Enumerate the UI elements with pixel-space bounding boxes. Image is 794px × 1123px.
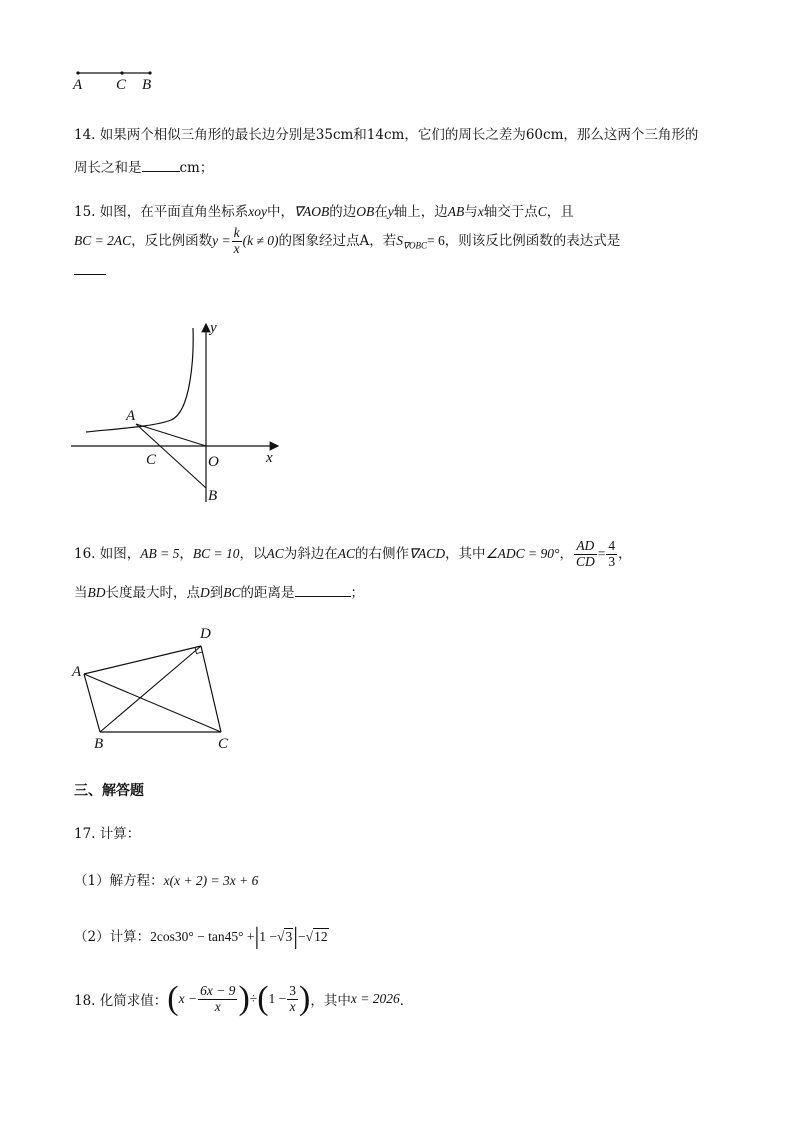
q18-x-value: x = 2026 [350, 991, 400, 1006]
diagonal-ac [84, 674, 221, 732]
q16-fraction-num: AD [574, 539, 597, 555]
q15-fraction-num: k [233, 225, 240, 240]
q15-text: 的图象经过点A，若 [278, 232, 397, 249]
q16-text: ，以 [239, 545, 267, 562]
axis-label-y: y [210, 320, 217, 336]
q18-fraction-1-num: 6x − 9 [200, 982, 236, 998]
question-17-title: 17. 计算： [74, 826, 141, 842]
q16-text: 到 [209, 585, 224, 601]
q15-c: C [537, 204, 547, 219]
label-b: B [142, 77, 152, 93]
point-b [148, 71, 151, 74]
segment-dc [201, 646, 221, 732]
q16-text: 当 [74, 585, 88, 601]
segment-ab [84, 674, 100, 732]
point-label-c: C [218, 736, 229, 752]
q15-text: 轴交于点 [483, 204, 538, 220]
question-14-line1 [74, 123, 698, 143]
q17-part2-minus: − [298, 929, 306, 944]
q16-fraction-den: CD [575, 553, 595, 569]
q16-ratio-fraction [574, 539, 597, 570]
q15-text: ，反比例函数 [131, 232, 213, 249]
segment-ao [136, 424, 206, 446]
q15-fraction [232, 226, 242, 257]
point-label-b: B [94, 736, 104, 752]
q18-x-minus: x − [178, 991, 198, 1006]
question-17-part-2: （2）计算：2cos30° − tan45° +|1 −√3|−√12 [74, 924, 328, 950]
q15-text: 的边 [329, 204, 357, 220]
q16-text: 为斜边在 [283, 545, 338, 562]
q18-fraction-2-den: x [289, 998, 296, 1014]
question-16-line2 [74, 581, 364, 601]
q16-text: ，其中 [445, 545, 486, 562]
q14-suffix: cm； [179, 160, 214, 176]
q18-fraction-1-den: x [214, 998, 221, 1014]
q15-ab: AB [447, 204, 465, 219]
figure-15-coordinate-plane [66, 316, 296, 512]
q16-value-fraction [606, 539, 617, 570]
segment-figure [70, 64, 160, 94]
q15-xoy: xoy [248, 204, 267, 219]
q16-bd: BD [87, 585, 106, 600]
q15-condition: BC = 2AC [74, 232, 132, 248]
q15-triangle: ∇AOB [294, 204, 330, 219]
axis-label-x: x [266, 450, 273, 466]
q15-k-condition: (k ≠ 0) [242, 232, 279, 248]
q15-area-subscript: ∇OBC [403, 240, 428, 251]
q17-part1-label: （1）解方程： [74, 873, 164, 889]
q16-number: 16. 如图， [74, 545, 141, 562]
q16-text: 长度最大时，点 [105, 585, 200, 601]
q16-text: 的右侧作 [355, 545, 410, 562]
answer-blank-16[interactable] [295, 582, 351, 597]
q16-ac: AC [337, 545, 356, 561]
q16-ac: AC [266, 545, 284, 561]
q18-end: ． [399, 993, 414, 1009]
q15-text: ，且 [546, 204, 574, 220]
segment-ad [84, 646, 201, 674]
q17-part2-expr: 2cos30° − tan45° + [150, 929, 255, 944]
point-label-a: A [126, 408, 136, 424]
q16-value-num: 4 [608, 538, 616, 553]
question-17-part-1 [74, 869, 258, 889]
q17-part2-sqrt3: 3 [285, 929, 293, 944]
q16-equals: = [597, 545, 606, 561]
label-a: A [73, 77, 83, 93]
point-label-a: A [72, 664, 82, 680]
q18-label: 18. 化简求值： [74, 993, 168, 1009]
q16-text: ， [618, 545, 632, 562]
point-a [76, 71, 79, 74]
question-14-line2 [74, 156, 213, 176]
q16-triangle: ∇ACD [409, 545, 446, 561]
answer-blank-14[interactable] [142, 157, 180, 172]
q14-prefix: 周长之和是 [74, 160, 142, 176]
q15-text: 在 [374, 204, 388, 220]
q18-text: ，其中 [310, 993, 351, 1009]
q15-area-symbol: S [396, 232, 404, 248]
q16-text: 的距离是 [240, 585, 295, 601]
q18-fraction-1 [198, 984, 237, 1015]
point-c [120, 71, 123, 74]
question-18: 18. 化简求值：(x − $\frac{6x - 9}{x}$ )÷(1 − $\frac{3}{x}$ )，其中x = 2026． [74, 980, 414, 1017]
q15-y: y [387, 204, 394, 219]
q15-text: 与 [464, 204, 478, 220]
q17-part2-label: （2）计算： [74, 929, 151, 945]
q16-d: D [200, 585, 210, 600]
q16-bc: BC [223, 585, 241, 600]
q16-text: ； [350, 585, 365, 601]
question-16-line1 [74, 539, 632, 570]
q17-part1-equation: x(x + 2) = 3x + 6 [163, 873, 259, 888]
point-label-b: B [208, 488, 218, 504]
answer-blank-15[interactable] [74, 274, 106, 275]
abs-right-bar: | [293, 924, 299, 950]
q15-y-equals: y = [212, 232, 231, 248]
section-heading: 三、解答题 [74, 783, 144, 799]
point-label-d: D [200, 626, 211, 642]
label-c: C [116, 77, 127, 93]
q17-part2-abs-expr: 1 − [259, 929, 278, 944]
question-14-text: 14. 如果两个相似三角形的最长边分别是35cm和14cm，它们的周长之差为60cm，那么这两个三角形的 [74, 127, 699, 143]
figure-16-quadrilateral [66, 622, 246, 756]
question-15-line2 [74, 226, 620, 257]
q15-text: 轴上，边 [393, 204, 448, 220]
q15-fraction-den: x [233, 240, 240, 256]
point-label-o: O [208, 454, 219, 470]
point-label-c: C [146, 452, 157, 468]
q18-fraction-2-num: 3 [289, 982, 297, 998]
hyperbola-curve [86, 328, 193, 432]
q15-text: 中， [267, 204, 294, 220]
q15-text: ，则该反比例函数的表达式是 [444, 232, 621, 249]
question-15-line1 [74, 200, 574, 220]
diagonal-bd [100, 646, 201, 732]
q16-text: ， [559, 545, 573, 562]
abs-left-bar: | [254, 924, 260, 950]
q16-bc: BC = 10 [192, 545, 240, 561]
q16-ab: AB = 5 [140, 545, 180, 561]
q15-ob: OB [356, 204, 375, 219]
q17-part2-sqrt12: 12 [314, 929, 328, 944]
q18-one-minus: 1 − [268, 991, 287, 1006]
q18-divide: ÷ [249, 991, 258, 1006]
q15-number: 15. 如图，在平面直角坐标系 [74, 204, 249, 220]
q15-x: x [477, 204, 484, 219]
q16-text: ， [179, 545, 193, 562]
q16-value-den: 3 [608, 553, 616, 569]
q16-angle: ∠ADC = 90° [485, 545, 560, 561]
q18-fraction-2 [287, 984, 298, 1015]
q15-area-value: = 6 [427, 232, 445, 248]
